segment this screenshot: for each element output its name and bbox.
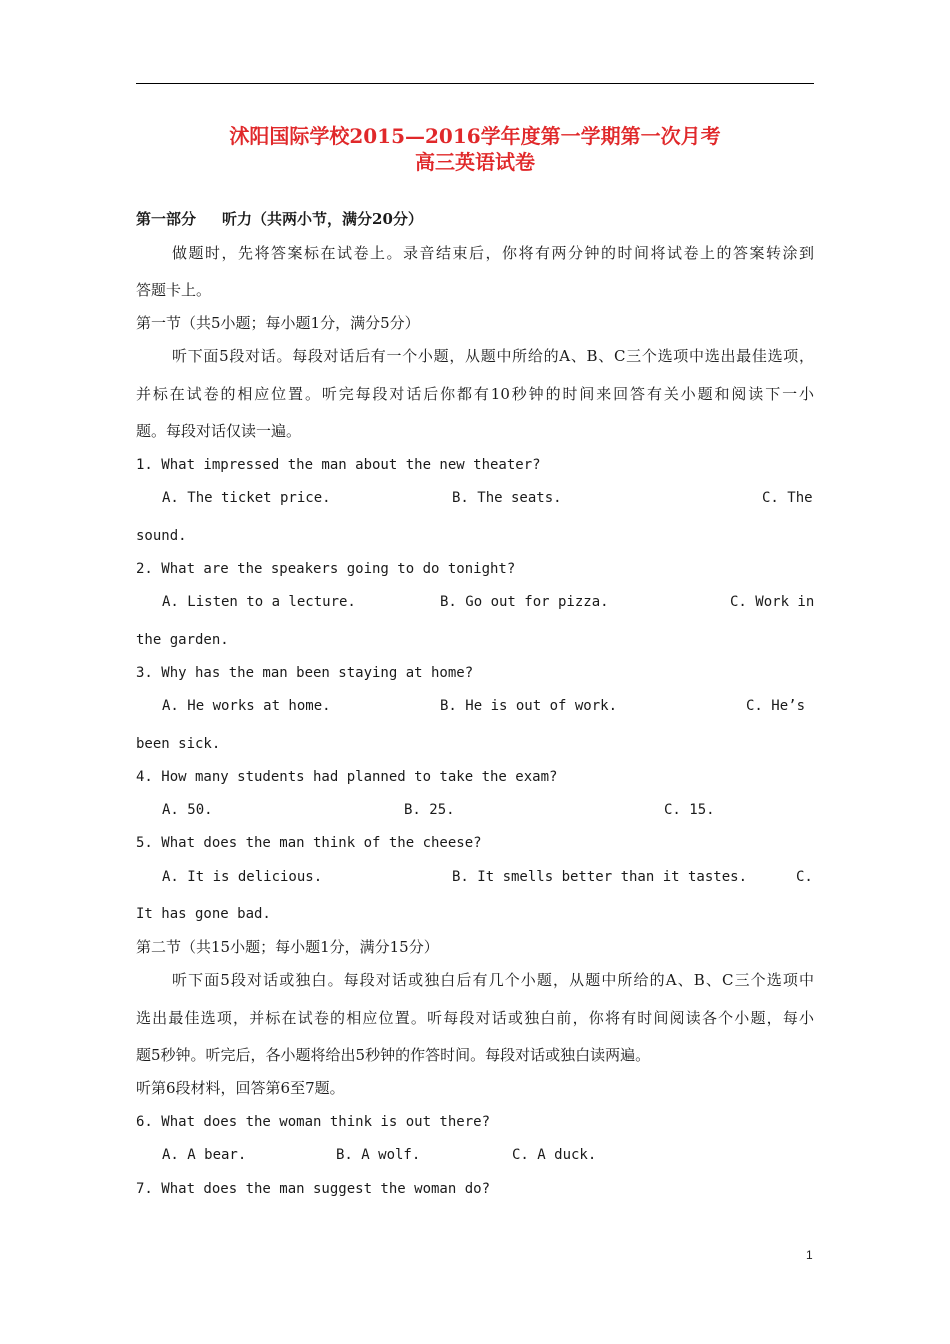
material-note: 听第6段材料，回答第6至7题。	[136, 1079, 345, 1097]
q5-option-a[interactable]: A. It is delicious.	[162, 869, 323, 885]
q5-option-c[interactable]: C.	[796, 869, 813, 885]
q4-option-b[interactable]: B. 25.	[404, 802, 455, 818]
question-7: 7. What does the man suggest the woman do?	[136, 1181, 491, 1197]
q5-option-c-wrap: It has gone bad.	[136, 906, 271, 922]
q4-option-c[interactable]: C. 15.	[664, 802, 715, 818]
question-5: 5. What does the man think of the cheese?	[136, 835, 482, 851]
q3-option-c-wrap: been sick.	[136, 736, 221, 752]
question-2: 2. What are the speakers going to do tonight?	[136, 561, 516, 577]
q5-option-b[interactable]: B. It smells better than it tastes.	[452, 869, 748, 885]
q6-option-a[interactable]: A. A bear.	[162, 1147, 247, 1163]
section2-heading: 第二节（共15小题；每小题1分，满分15分）	[136, 938, 439, 956]
part1-intro-line2: 答题卡上。	[136, 281, 212, 299]
q2-option-c[interactable]: C. Work in	[730, 594, 815, 610]
section1-instr-line2: 并标在试卷的相应位置。听完每段对话后你都有10秒钟的时间来回答有关小题和阅读下一小	[136, 385, 814, 403]
page-number: 1	[806, 1248, 813, 1262]
q3-option-a[interactable]: A. He works at home.	[162, 698, 331, 714]
q1-option-c-wrap: sound.	[136, 528, 187, 544]
section1-instr-line3: 题。每段对话仅读一遍。	[136, 422, 302, 440]
part1-label: 第一部分	[136, 210, 197, 228]
header-rule	[136, 83, 814, 84]
section2-instr-line1: 听下面5段对话或独白。每段对话或独白后有几个小题，从题中所给的A、B、C三个选项中	[172, 971, 814, 989]
question-1: 1. What impressed the man about the new theater?	[136, 457, 541, 473]
section2-instr-line2: 选出最佳选项，并标在试卷的相应位置。听每段对话或独白前，你将有时间阅读各个小题，每小	[136, 1009, 814, 1027]
question-3: 3. Why has the man been staying at home?	[136, 665, 474, 681]
part1-intro-line1: 做题时，先将答案标在试卷上。录音结束后，你将有两分钟的时间将试卷上的答案转涂到	[172, 244, 814, 262]
q6-option-c[interactable]: C. A duck.	[512, 1147, 597, 1163]
exam-title: 沭阳国际学校2015—2016学年度第一学期第一次月考	[229, 124, 721, 148]
q2-option-a[interactable]: A. Listen to a lecture.	[162, 594, 356, 610]
exam-subtitle: 高三英语试卷	[415, 150, 535, 174]
section2-instr-line3: 题5秒钟。听完后，各小题将给出5秒钟的作答时间。每段对话或独白读两遍。	[136, 1046, 651, 1064]
section1-instr-line1: 听下面5段对话。每段对话后有一个小题，从题中所给的A、B、C三个选项中选出最佳选项，	[172, 347, 814, 365]
q4-option-a[interactable]: A. 50.	[162, 802, 213, 818]
part1-heading	[136, 209, 423, 229]
q3-option-c[interactable]: C. He’s	[746, 698, 806, 714]
q2-option-b[interactable]: B. Go out for pizza.	[440, 594, 609, 610]
q2-option-c-wrap: the garden.	[136, 632, 229, 648]
q1-option-b[interactable]: B. The seats.	[452, 490, 562, 506]
q3-option-b[interactable]: B. He is out of work.	[440, 698, 618, 714]
q1-option-c[interactable]: C. The	[762, 490, 813, 506]
section1-heading: 第一节（共5小题；每小题1分，满分5分）	[136, 314, 420, 332]
question-6: 6. What does the woman think is out there?	[136, 1114, 491, 1130]
part1-title: 听力（共两小节，满分20分）	[222, 210, 423, 228]
q6-option-b[interactable]: B. A wolf.	[336, 1147, 421, 1163]
q1-option-a[interactable]: A. The ticket price.	[162, 490, 331, 506]
question-4: 4. How many students had planned to take the exam?	[136, 769, 558, 785]
